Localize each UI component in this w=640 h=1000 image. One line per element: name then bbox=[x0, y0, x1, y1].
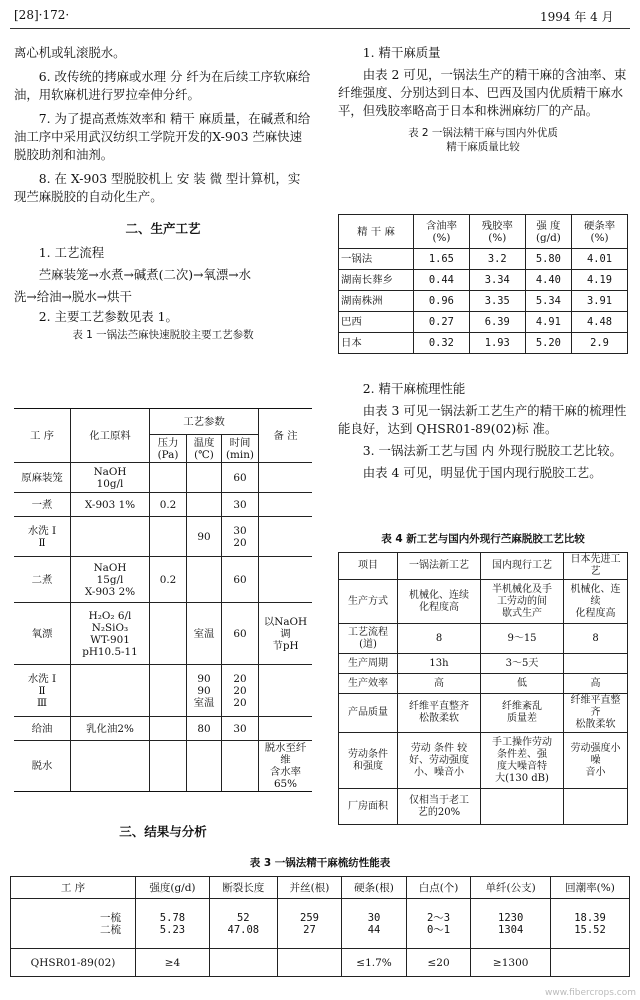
t4-cell: 劳动 条件 较 好、劳动强度 小、噪音小 bbox=[398, 733, 481, 789]
t4-cell: 劳动条件 和强度 bbox=[339, 733, 398, 789]
t3-cell: 2～3 0～1 bbox=[406, 899, 471, 949]
t1-cell bbox=[187, 493, 222, 517]
t2-header: 含油率 (%) bbox=[414, 215, 470, 249]
t1-row bbox=[14, 557, 312, 603]
t2-cell: 3.34 bbox=[469, 270, 525, 291]
t4-cell: 纤维平直整齐 松散柔软 bbox=[564, 694, 628, 733]
t4-header: 日本先进工艺 bbox=[564, 553, 628, 580]
t1-row bbox=[14, 493, 312, 517]
subsection-params: 2. 主要工艺参数见表 1。 bbox=[38, 309, 178, 324]
t1-header-chem: 化工原料 bbox=[71, 409, 150, 463]
table-1 bbox=[14, 408, 312, 792]
t3-cell bbox=[209, 949, 277, 977]
t4-cell: 8 bbox=[398, 624, 481, 654]
t2-row bbox=[339, 291, 628, 312]
table-3 bbox=[10, 876, 630, 977]
t3-header: 断裂长度 bbox=[209, 877, 277, 899]
t1-cell bbox=[259, 557, 313, 603]
t3-cell bbox=[277, 949, 342, 977]
t4-cell bbox=[564, 654, 628, 674]
t3-row bbox=[11, 899, 630, 949]
t1-cell: 30 bbox=[222, 493, 259, 517]
t2-cell: 1.93 bbox=[469, 333, 525, 354]
t4-row bbox=[339, 674, 628, 694]
t4-cell: 13h bbox=[398, 654, 481, 674]
t1-cell: 以NaOH调 节pH bbox=[259, 603, 313, 665]
t2-cell: 4.48 bbox=[572, 312, 628, 333]
t4-cell: 机械化、连续 化程度高 bbox=[398, 580, 481, 624]
t3-header: 并丝(根) bbox=[277, 877, 342, 899]
t3-cell: 一梳 二梳 bbox=[11, 899, 136, 949]
t2-header: 残胶率 (%) bbox=[469, 215, 525, 249]
paragraph-quality: 由表 2 可见，一锅法生产的精干麻的含油率、束纤维强度、分别达到日本、巴西及国内优质精干麻水平，但残胶率略高于日本和株洲麻纺厂的产品。 bbox=[338, 67, 627, 118]
t2-cell: 0.44 bbox=[414, 270, 470, 291]
t1-header-time: 时间 (min) bbox=[222, 435, 259, 463]
t1-cell: 80 bbox=[187, 717, 222, 741]
t1-cell bbox=[150, 665, 187, 717]
t4-row bbox=[339, 580, 628, 624]
t1-cell bbox=[259, 717, 313, 741]
t1-cell bbox=[222, 741, 259, 792]
page-header-left: [28]·172· bbox=[14, 8, 70, 22]
t2-cell: 0.27 bbox=[414, 312, 470, 333]
t2-cell: 4.19 bbox=[572, 270, 628, 291]
t2-row bbox=[339, 249, 628, 270]
t1-cell bbox=[187, 741, 222, 792]
flow-line-2: 洗→给油→脱水→烘干 bbox=[14, 289, 132, 304]
t2-row bbox=[339, 270, 628, 291]
t1-cell bbox=[259, 463, 313, 493]
t2-cell: 湖南长葬乡 bbox=[339, 270, 414, 291]
left-column bbox=[14, 44, 312, 342]
table-2-caption-1: 表 2 一锅法精干麻与国内外优质 bbox=[408, 127, 558, 139]
header-rule bbox=[10, 28, 630, 29]
table-1-caption: 表 1 一锅法苎麻快速脱胶主要工艺参数 bbox=[72, 329, 254, 341]
t3-cell: 5.78 5.23 bbox=[136, 899, 210, 949]
t2-cell: 0.96 bbox=[414, 291, 470, 312]
t3-header: 强度(g/d) bbox=[136, 877, 210, 899]
t2-cell: 6.39 bbox=[469, 312, 525, 333]
t1-cell: 乳化油2% bbox=[71, 717, 150, 741]
t1-row bbox=[14, 603, 312, 665]
t2-cell: 3.91 bbox=[572, 291, 628, 312]
t1-cell: 脱水 bbox=[14, 741, 71, 792]
t3-cell: ≥1300 bbox=[471, 949, 551, 977]
t1-cell: 90 90 室温 bbox=[187, 665, 222, 717]
t1-cell bbox=[71, 517, 150, 557]
page-header-date: 1994 年 4 月 bbox=[540, 10, 614, 24]
paragraph-table4-ref: 由表 4 可见，明显优于国内现行脱胶工艺。 bbox=[362, 465, 602, 480]
t3-header: 工 序 bbox=[11, 877, 136, 899]
t2-cell: 5.34 bbox=[525, 291, 571, 312]
subsection-carding: 2. 精干麻梳理性能 bbox=[362, 381, 466, 396]
table-4-caption: 表 4 新工艺与国内外现行苎麻脱胶工艺比较 bbox=[381, 533, 585, 545]
t1-row bbox=[14, 517, 312, 557]
t1-header-temp: 温度 (℃) bbox=[187, 435, 222, 463]
t2-row bbox=[339, 312, 628, 333]
section-2-heading: 二、生产工艺 bbox=[125, 221, 201, 236]
t4-cell: 半机械化及手 工劳动的间 歇式生产 bbox=[481, 580, 564, 624]
t1-cell: 90 bbox=[187, 517, 222, 557]
t1-cell: 氧漂 bbox=[14, 603, 71, 665]
t3-cell: QHSR01-89(02) bbox=[11, 949, 136, 977]
t2-cell: 一锅法 bbox=[339, 249, 414, 270]
paragraph-carding: 由表 3 可见一锅法新工艺生产的精干麻的梳理性能良好，达到 QHSR01-89(02)标 准。 bbox=[338, 403, 627, 436]
t1-cell bbox=[150, 463, 187, 493]
subsection-quality: 1. 精干麻质量 bbox=[362, 45, 441, 60]
t4-cell: 工艺流程 (道) bbox=[339, 624, 398, 654]
t1-cell bbox=[150, 741, 187, 792]
t2-cell: 4.91 bbox=[525, 312, 571, 333]
t4-cell: 低 bbox=[481, 674, 564, 694]
t1-cell bbox=[259, 665, 313, 717]
t4-cell: 厂房面积 bbox=[339, 789, 398, 825]
t2-cell: 5.80 bbox=[525, 249, 571, 270]
t2-cell: 0.32 bbox=[414, 333, 470, 354]
t2-cell: 日本 bbox=[339, 333, 414, 354]
t1-cell bbox=[150, 717, 187, 741]
t2-cell: 4.01 bbox=[572, 249, 628, 270]
t2-cell: 3.2 bbox=[469, 249, 525, 270]
t4-cell bbox=[481, 789, 564, 825]
t4-cell: 3～5天 bbox=[481, 654, 564, 674]
t1-cell: 一煮 bbox=[14, 493, 71, 517]
t4-row bbox=[339, 694, 628, 733]
t1-row bbox=[14, 717, 312, 741]
t1-cell: 30 bbox=[222, 717, 259, 741]
t2-header: 硬条率 (%) bbox=[572, 215, 628, 249]
t4-header: 项目 bbox=[339, 553, 398, 580]
t3-cell: ≥4 bbox=[136, 949, 210, 977]
t1-row bbox=[14, 741, 312, 792]
t3-cell: 1230 1304 bbox=[471, 899, 551, 949]
table-4 bbox=[338, 552, 628, 825]
t4-cell: 生产周期 bbox=[339, 654, 398, 674]
t1-header-note: 备 注 bbox=[259, 409, 313, 463]
t1-cell bbox=[259, 517, 313, 557]
t4-cell: 纤维平直整齐 松散柔软 bbox=[398, 694, 481, 733]
t1-cell bbox=[150, 517, 187, 557]
t1-cell: 30 20 bbox=[222, 517, 259, 557]
t1-row bbox=[14, 463, 312, 493]
paragraph-6: 6. 改传统的拷麻或水理 分 纤为在后续工序软麻给油，用软麻机进行罗拉牵伸分纤。 bbox=[14, 69, 311, 102]
table-2-caption-2: 精干麻质量比较 bbox=[446, 141, 520, 153]
t1-cell bbox=[71, 741, 150, 792]
t3-header: 硬条(根) bbox=[342, 877, 407, 899]
t1-cell: 给油 bbox=[14, 717, 71, 741]
t4-row bbox=[339, 654, 628, 674]
t1-cell: NaOH 10g/l bbox=[71, 463, 150, 493]
flow-line-1: 苎麻装笼→水煮→碱煮(二次)→氧漂→水 bbox=[38, 267, 252, 282]
t4-cell: 纤维紊乱 质量差 bbox=[481, 694, 564, 733]
t1-header-pressure: 压力 (Pa) bbox=[150, 435, 187, 463]
t4-cell: 手工操作劳动 条件差、强 度大噪音特 大(130 dB) bbox=[481, 733, 564, 789]
t3-cell: 18.39 15.52 bbox=[551, 899, 630, 949]
t1-cell: 脱水至纤维 含水率65% bbox=[259, 741, 313, 792]
t1-cell: 水洗 Ⅰ Ⅱ Ⅲ bbox=[14, 665, 71, 717]
t1-row bbox=[14, 665, 312, 717]
t4-cell: 高 bbox=[398, 674, 481, 694]
t4-cell: 高 bbox=[564, 674, 628, 694]
t4-cell: 8 bbox=[564, 624, 628, 654]
section-3-heading: 三、结果与分析 bbox=[119, 824, 207, 839]
t2-cell: 4.40 bbox=[525, 270, 571, 291]
t3-header: 回潮率(%) bbox=[551, 877, 630, 899]
t1-cell: H₂O₂ 6/l N₂SiO₃ WT-901 pH10.5-11 bbox=[71, 603, 150, 665]
t2-cell: 2.9 bbox=[572, 333, 628, 354]
t4-header: 国内现行工艺 bbox=[481, 553, 564, 580]
t1-cell: 60 bbox=[222, 557, 259, 603]
paragraph-continued: 离心机或轧滚脱水。 bbox=[14, 45, 126, 60]
t1-cell bbox=[71, 665, 150, 717]
table-3-caption: 表 3 一锅法精干麻梳纺性能表 bbox=[249, 857, 391, 869]
t2-cell: 5.20 bbox=[525, 333, 571, 354]
t1-cell: 二煮 bbox=[14, 557, 71, 603]
t1-cell: 原麻装笼 bbox=[14, 463, 71, 493]
t2-header: 精 干 麻 bbox=[339, 215, 414, 249]
t2-cell: 3.35 bbox=[469, 291, 525, 312]
t1-cell bbox=[187, 463, 222, 493]
t4-row bbox=[339, 733, 628, 789]
paragraph-comparison: 3. 一锅法新工艺与国 内 外现行脱胶工艺比较。 bbox=[362, 443, 622, 458]
subsection-process-flow: 1. 工艺流程 bbox=[38, 245, 105, 260]
t1-cell: 水洗 Ⅰ Ⅱ bbox=[14, 517, 71, 557]
t4-row bbox=[339, 789, 628, 825]
table-2 bbox=[338, 214, 628, 354]
t3-cell: 259 27 bbox=[277, 899, 342, 949]
t1-header-process: 工 序 bbox=[14, 409, 71, 463]
t3-header: 白点(个) bbox=[406, 877, 471, 899]
t3-cell bbox=[551, 949, 630, 977]
t1-header-params: 工艺参数 bbox=[150, 409, 259, 435]
t3-cell: ≤1.7% bbox=[342, 949, 407, 977]
t4-cell: 仅相当于老工 艺的20% bbox=[398, 789, 481, 825]
t1-cell: 60 bbox=[222, 603, 259, 665]
t4-row bbox=[339, 624, 628, 654]
t4-cell: 机械化、连续 化程度高 bbox=[564, 580, 628, 624]
t4-cell: 9～15 bbox=[481, 624, 564, 654]
t4-cell: 生产方式 bbox=[339, 580, 398, 624]
t3-cell: 30 44 bbox=[342, 899, 407, 949]
watermark: www.fibercrops.com bbox=[545, 988, 636, 998]
t2-cell: 湖南株洲 bbox=[339, 291, 414, 312]
t3-cell: ≤20 bbox=[406, 949, 471, 977]
t1-cell bbox=[259, 493, 313, 517]
t2-row bbox=[339, 333, 628, 354]
right-column-lower bbox=[338, 380, 628, 482]
t2-cell: 1.65 bbox=[414, 249, 470, 270]
t2-header: 强 度 (g/d) bbox=[525, 215, 571, 249]
t1-cell: 60 bbox=[222, 463, 259, 493]
t1-cell: X-903 1% bbox=[71, 493, 150, 517]
t1-cell: 0.2 bbox=[150, 493, 187, 517]
t4-cell bbox=[564, 789, 628, 825]
t4-cell: 生产效率 bbox=[339, 674, 398, 694]
t1-cell: 20 20 20 bbox=[222, 665, 259, 717]
t2-cell: 巴西 bbox=[339, 312, 414, 333]
t1-cell bbox=[187, 557, 222, 603]
t1-cell: NaOH 15g/l X-903 2% bbox=[71, 557, 150, 603]
t1-cell bbox=[150, 603, 187, 665]
t1-cell: 室温 bbox=[187, 603, 222, 665]
t1-cell: 0.2 bbox=[150, 557, 187, 603]
t3-cell: 52 47.08 bbox=[209, 899, 277, 949]
paragraph-8: 8. 在 X-903 型脱胶机上 安 装 微 型计算机，实现苎麻脱胶的自动化生产。 bbox=[14, 171, 301, 204]
paragraph-7: 7. 为了提高煮炼效率和 精干 麻质量，在碱煮和给油工序中采用武汉纺织工学院开发的X-903 苎麻快速脱胶助剂和油剂。 bbox=[14, 111, 311, 162]
t4-cell: 劳动强度小噪 音小 bbox=[564, 733, 628, 789]
t4-header: 一锅法新工艺 bbox=[398, 553, 481, 580]
t3-row bbox=[11, 949, 630, 977]
right-column bbox=[338, 44, 628, 154]
t3-header: 单纤(公支) bbox=[471, 877, 551, 899]
t4-cell: 产品质量 bbox=[339, 694, 398, 733]
